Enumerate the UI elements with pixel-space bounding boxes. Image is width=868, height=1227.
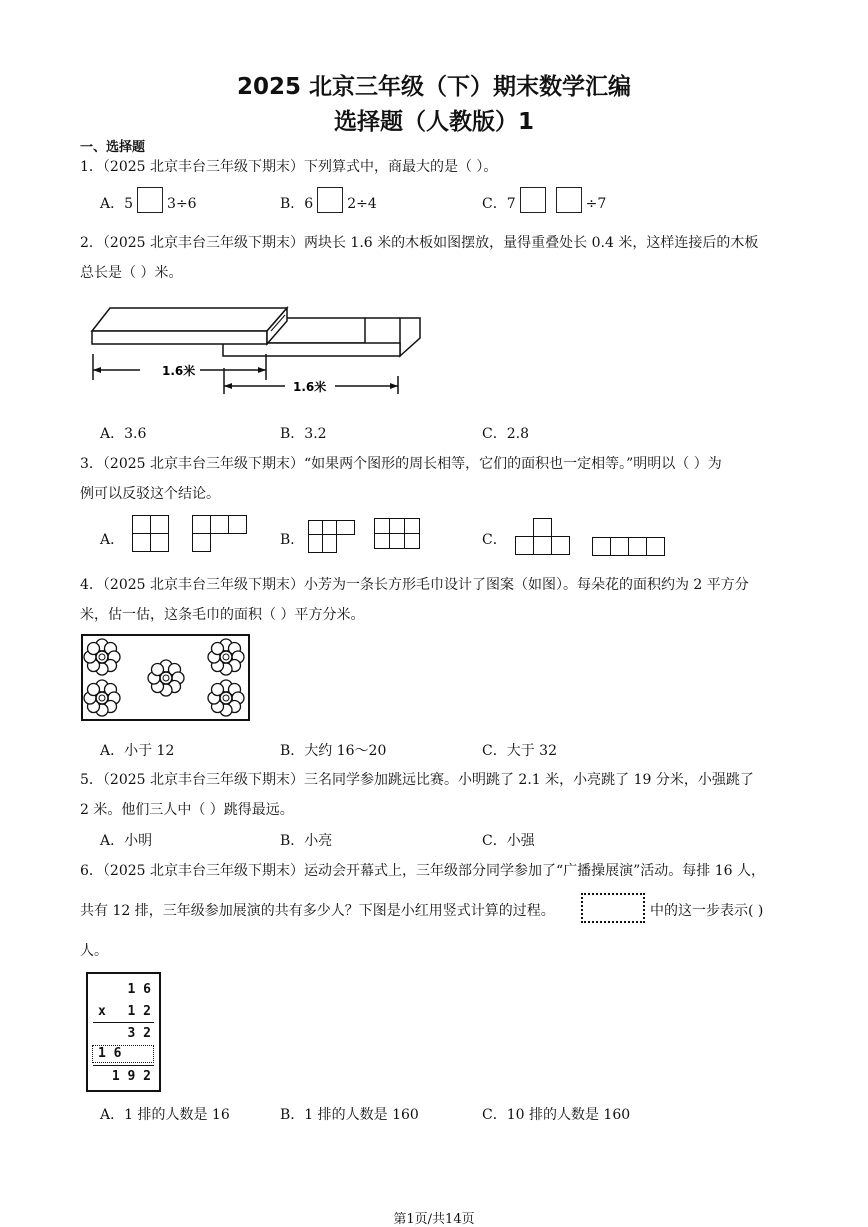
blank-box	[137, 187, 163, 213]
q6-stem-line3: 人。	[80, 943, 108, 959]
q6-stem-line2b: 中的这一步表示( )	[650, 903, 764, 919]
page-title: 2025 北京三年级（下）期末数学汇编	[236, 74, 632, 100]
q6-option-a: A．1 排的人数是 16	[100, 1107, 230, 1123]
calc-result: 1 9 2	[111, 1069, 151, 1084]
flower-icon	[208, 680, 244, 716]
q4-option-a: A．小于 12	[100, 743, 175, 759]
calc-partial-2: 1 6	[98, 1046, 122, 1061]
shape-t-tetromino	[515, 518, 570, 555]
q6-option-c: C．10 排的人数是 160	[482, 1107, 631, 1123]
blank-box	[520, 187, 546, 213]
vertical-calc	[86, 972, 161, 1092]
towel-diagram	[80, 632, 252, 724]
section-heading: 一、选择题	[80, 140, 146, 155]
q3-option-a: A．	[100, 532, 125, 548]
shape-line-4	[592, 537, 665, 556]
page-subtitle: 选择题（人教版）1	[333, 109, 534, 135]
q5-option-c: C．小强	[482, 833, 535, 849]
flower-icon	[208, 639, 244, 675]
q1-a-suffix: 3÷6	[167, 196, 197, 212]
blank-box	[317, 187, 343, 213]
q4-stem-line2: 米，估一估，这条毛巾的面积（ ）平方分米。	[80, 607, 365, 623]
q2-stem-line2: 总长是（ ）米。	[80, 265, 183, 281]
q2-option-c: C．2.8	[482, 426, 529, 442]
label-right: 1.6米	[293, 380, 327, 394]
q6-option-b: B．1 排的人数是 160	[280, 1107, 419, 1123]
q2-option-b: B．3.2	[280, 426, 327, 442]
flower-icon	[148, 660, 184, 696]
plank-diagram	[80, 298, 440, 408]
page-number: 第1页/共14页	[393, 1212, 475, 1227]
q1-b-prefix: B．6	[280, 196, 314, 212]
q1-stem: 1．（2025 北京丰台三年级下期末）下列算式中，商最大的是（ ）。	[80, 159, 498, 175]
q5-stem-line2: 2 米。他们三人中（ ）跳得最远。	[80, 802, 294, 818]
q3-stem-line2: 例可以反驳这个结论。	[80, 486, 220, 502]
calc-times-sign: x	[98, 1004, 106, 1019]
q2-stem-line1: 2．（2025 北京丰台三年级下期末）两块长 1.6 米的木板如图摆放，量得重叠处长 0.4 米，这样连接后的木板	[80, 235, 759, 251]
q1-option-b	[280, 193, 377, 213]
q4-option-b: B．大约 16～20	[280, 743, 387, 759]
dotted-highlight-box	[581, 893, 645, 923]
q1-c-suffix: ÷7	[585, 196, 607, 212]
calc-divider	[93, 1065, 154, 1066]
blank-box	[556, 187, 582, 213]
flower-icon	[84, 680, 120, 716]
calc-multiplier: 1 2	[127, 1004, 151, 1019]
shape-p-pentomino	[308, 520, 355, 553]
q1-c-prefix: C．7	[482, 196, 516, 212]
q1-b-suffix: 2÷4	[347, 196, 377, 212]
q3-option-c: C．	[482, 532, 507, 548]
q4-stem-line1: 4．（2025 北京丰台三年级下期末）小芳为一条长方形毛巾设计了图案（如图）。每朵花的面积约为 2 平方分	[80, 577, 749, 593]
calc-multiplicand: 1 6	[127, 982, 151, 997]
shape-rect-2x3	[374, 518, 420, 549]
q6-stem-line1: 6．（2025 北京丰台三年级下期末）运动会开幕式上，三年级部分同学参加了“广播操展演”活动。每排 16 人，	[80, 863, 766, 879]
calc-partial-1: 3 2	[127, 1026, 151, 1041]
flower-icon	[84, 639, 120, 675]
shape-l-pentomino	[192, 515, 247, 552]
q3-stem-line1: 3．（2025 北京丰台三年级下期末）“如果两个图形的周长相等，它们的面积也一定相等。”明明以（ ）为	[80, 456, 722, 472]
q5-option-b: B．小亮	[280, 833, 333, 849]
label-left: 1.6米	[162, 364, 196, 378]
q1-option-a	[100, 193, 197, 213]
q1-option-c	[482, 193, 606, 213]
q3-option-b: B．	[280, 532, 305, 548]
calc-divider	[93, 1022, 154, 1023]
q4-option-c: C．大于 32	[482, 743, 557, 759]
q5-stem-line1: 5．（2025 北京丰台三年级下期末）三名同学参加跳远比赛。小明跳了 2.1 米，小亮跳了 19 分米，小强跳了	[80, 772, 754, 788]
q2-option-a: A．3.6	[100, 426, 147, 442]
q1-a-prefix: A．5	[100, 196, 134, 212]
q5-option-a: A．小明	[100, 833, 153, 849]
q6-stem-line2a: 共有 12 排，三年级参加展演的共有多少人？下图是小红用竖式计算的过程。	[80, 903, 555, 919]
shape-square-2x2	[132, 515, 169, 552]
